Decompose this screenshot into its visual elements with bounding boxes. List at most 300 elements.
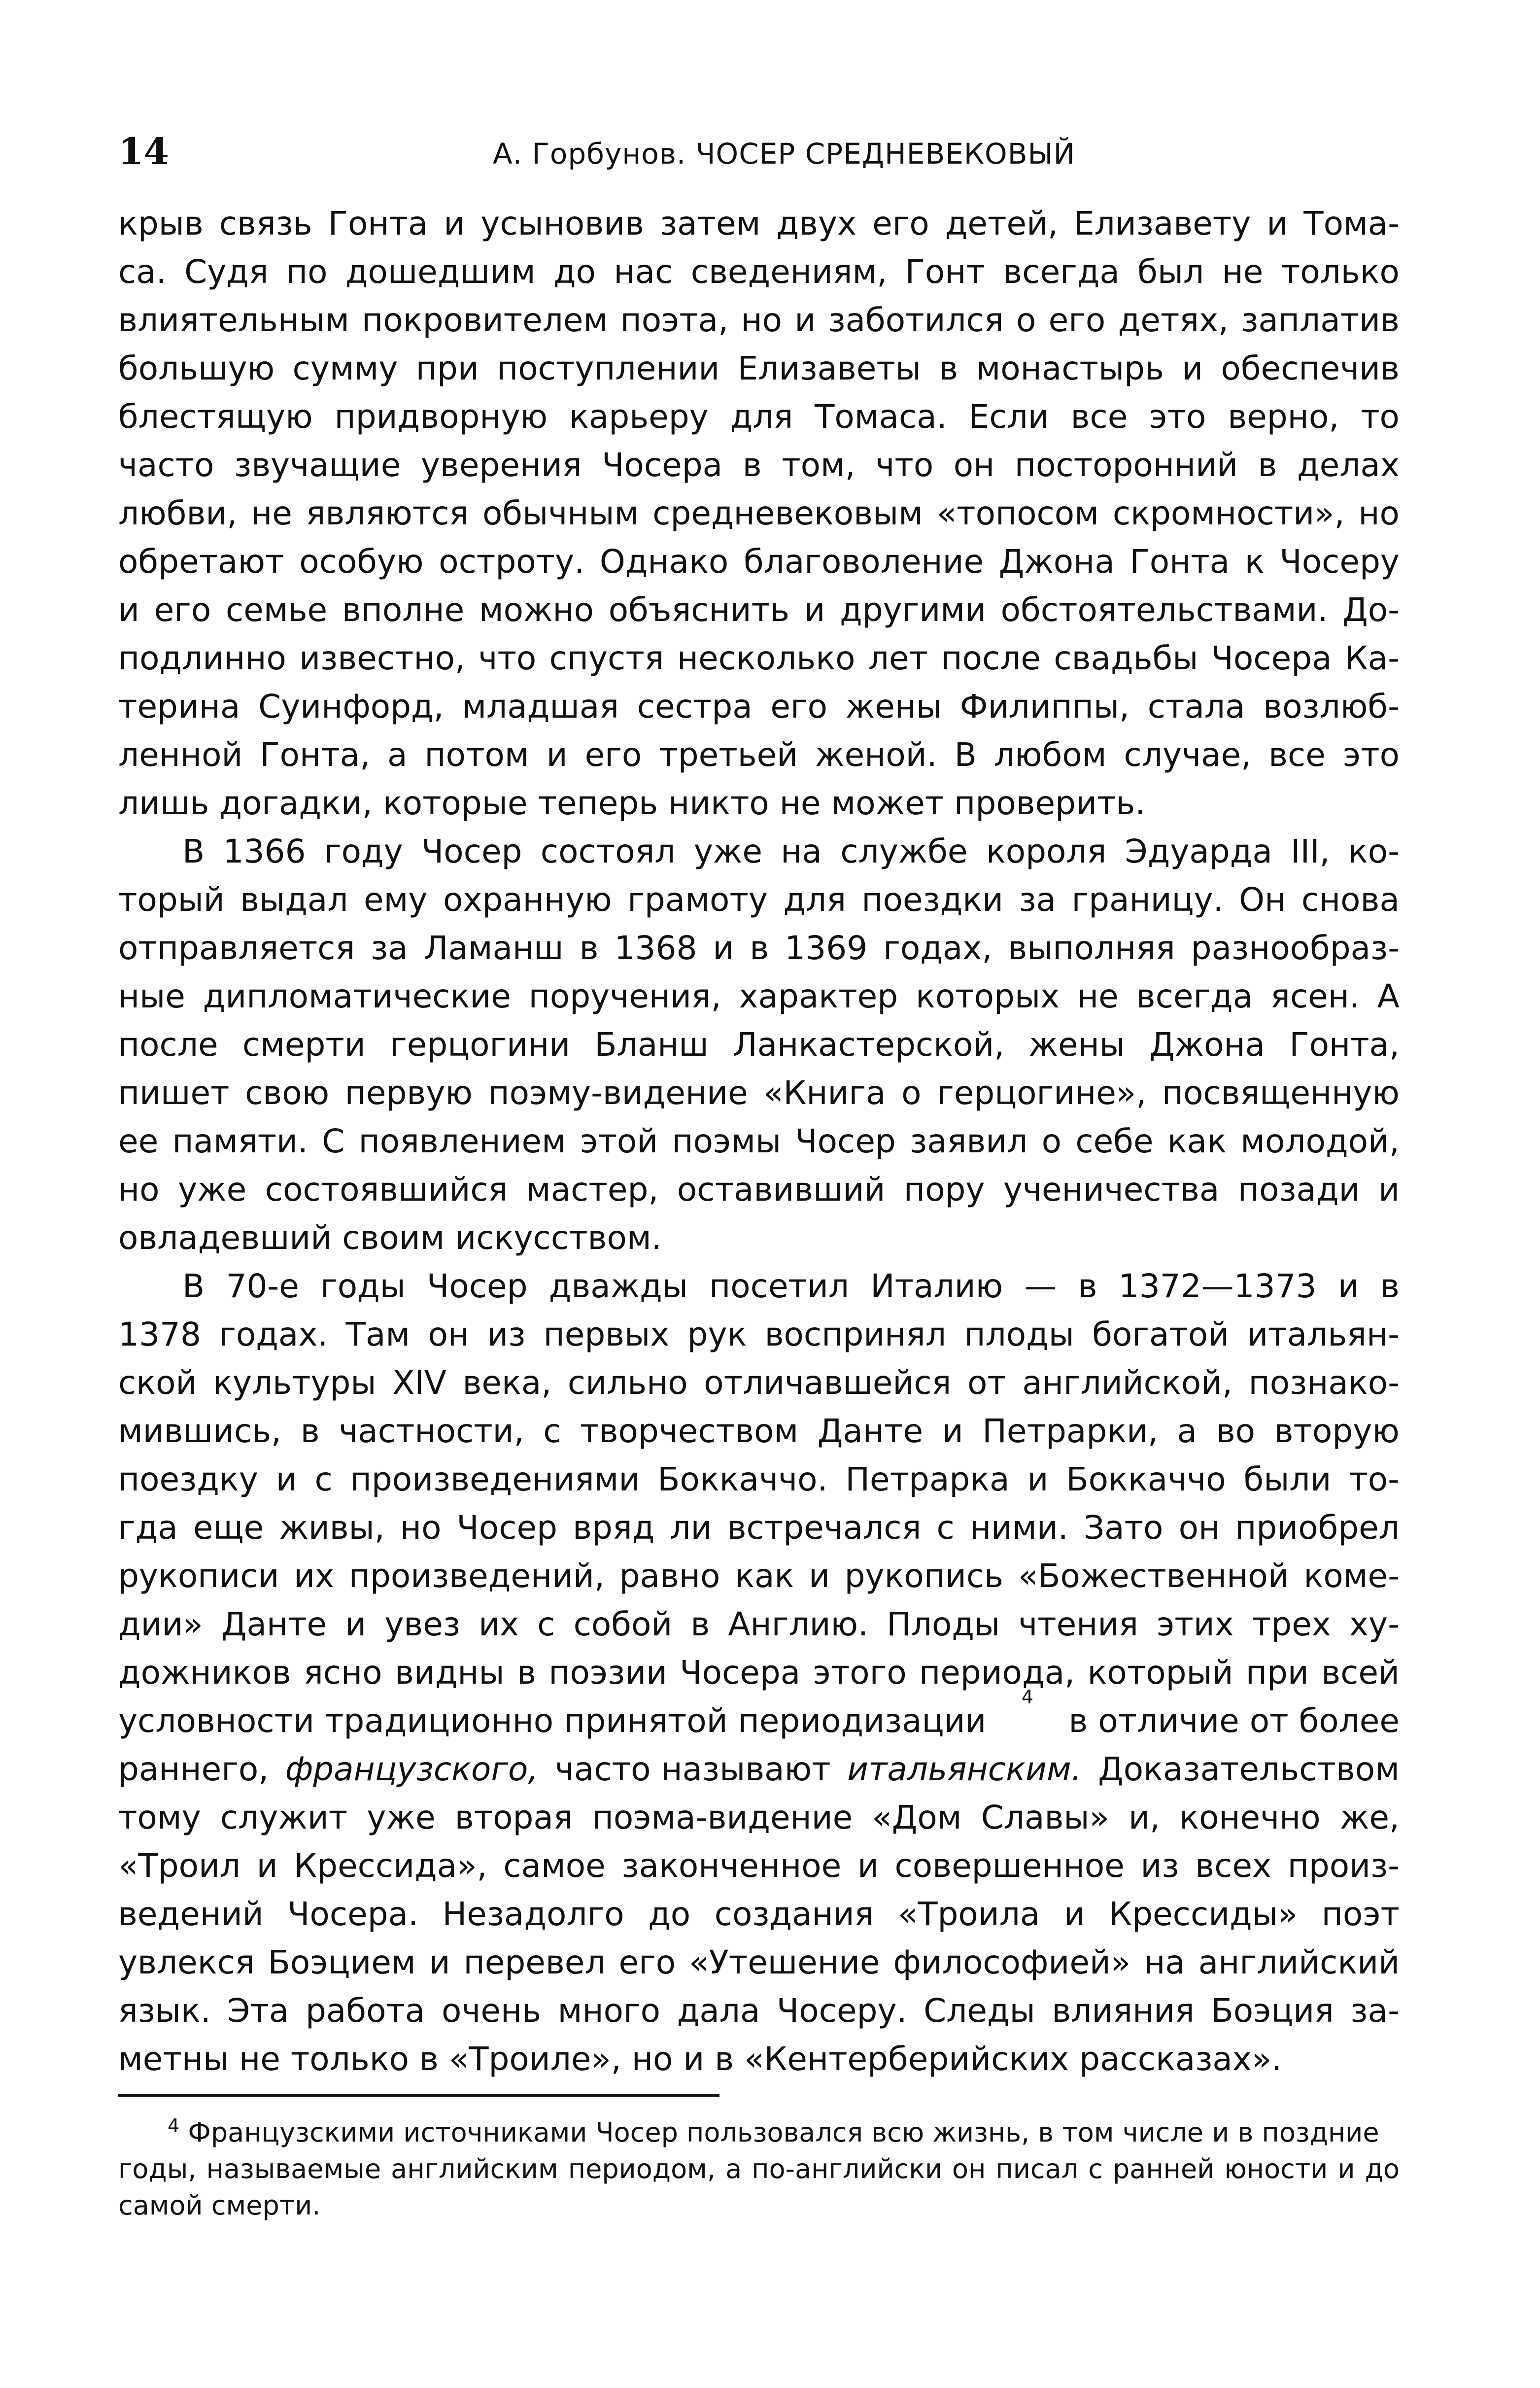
word: дипломатические <box>203 977 511 1015</box>
word: конечно <box>1179 1799 1321 1836</box>
word: ясно <box>304 1654 382 1692</box>
text-fragment: часто называют <box>554 1750 831 1788</box>
italic-term: французского, <box>285 1750 539 1788</box>
word: состоял <box>540 832 676 870</box>
word: Англию. <box>728 1605 868 1643</box>
word: грамоту <box>627 881 768 919</box>
word: в <box>750 929 769 967</box>
text-line <box>118 1842 1400 1890</box>
word: ли <box>670 1509 712 1547</box>
word: первых <box>543 1315 670 1353</box>
word: равно <box>619 1557 720 1595</box>
word: годах. <box>219 1315 328 1353</box>
word: герцогине», <box>937 1074 1147 1112</box>
word: он <box>1178 1509 1220 1547</box>
word: но <box>1358 494 1400 532</box>
word: ведений <box>118 1895 264 1933</box>
word: Данте <box>817 1412 924 1450</box>
word: влиятельным <box>118 301 349 339</box>
text-line <box>118 1407 1400 1455</box>
word: увез <box>384 1605 460 1643</box>
word: поступлении <box>497 349 720 387</box>
word: с <box>543 1412 561 1450</box>
word: сведениям, <box>690 253 888 291</box>
word: и <box>118 591 139 629</box>
word: были <box>1243 1460 1332 1498</box>
word: сумму <box>292 349 398 387</box>
word: А <box>1377 977 1400 1015</box>
text-line <box>118 1600 1400 1649</box>
word: блестящую <box>118 398 313 436</box>
word: называемые <box>206 2153 381 2184</box>
word: в <box>1258 446 1277 484</box>
word: при <box>1245 1654 1309 1692</box>
word: для <box>730 398 793 436</box>
word: остроту. <box>439 543 585 581</box>
word: заявил <box>910 1122 1028 1160</box>
word: вполне <box>342 591 465 629</box>
word: то- <box>1349 1460 1400 1498</box>
word: мастер, <box>526 1171 659 1209</box>
word: являются <box>306 494 469 532</box>
word: связь <box>219 205 312 242</box>
word: верно, <box>1228 398 1339 436</box>
word: его <box>618 1943 676 1981</box>
word: жены <box>845 688 942 726</box>
italic-term: итальянским. <box>847 1750 1082 1788</box>
word: для <box>783 881 846 919</box>
word: поэзии <box>548 1654 667 1692</box>
word: памяти. <box>172 1122 308 1160</box>
text-line <box>118 200 1400 248</box>
word: но <box>400 1509 442 1547</box>
word: очень <box>441 1992 542 2030</box>
word: вряд <box>573 1509 655 1547</box>
word: в <box>690 1605 710 1643</box>
word: В <box>182 832 205 870</box>
page-header <box>118 132 1429 172</box>
word: в <box>939 349 958 387</box>
word: делах <box>1297 446 1400 484</box>
word: разнообраз- <box>1191 929 1400 967</box>
word: английской, <box>1022 1364 1233 1402</box>
word: о <box>1016 301 1036 339</box>
word: заботился <box>828 301 1004 339</box>
word: за <box>1019 881 1057 919</box>
word: о <box>1041 1122 1061 1160</box>
word: сильно <box>567 1364 688 1402</box>
word: охранную <box>443 881 612 919</box>
word: рукопись <box>844 1557 1004 1595</box>
word: Ка- <box>1344 639 1400 677</box>
word: 1368 <box>614 929 697 967</box>
word: всегда <box>1136 977 1253 1015</box>
word: но <box>118 1171 160 1209</box>
word: Боэция <box>1211 1992 1334 2030</box>
word: «Утешение <box>689 1943 880 1981</box>
word: свадьбы <box>1054 639 1198 677</box>
word: Гонта <box>328 205 428 242</box>
word: отправляется <box>118 929 355 967</box>
word: и <box>444 205 465 242</box>
word: герцогини <box>390 1026 571 1064</box>
word: обычным <box>482 494 639 532</box>
word: Томаса. <box>815 398 947 436</box>
word: первую <box>344 1074 473 1112</box>
word: Гонт <box>905 253 985 291</box>
word: из <box>487 1315 526 1353</box>
word: и <box>794 301 816 339</box>
word: обстоятельствами. <box>1000 591 1328 629</box>
word: плоды <box>964 1315 1074 1353</box>
word: годы, <box>118 2153 197 2184</box>
word: только <box>1281 253 1400 291</box>
word: язык. <box>118 1992 211 2030</box>
word: Суинфорд, <box>258 688 444 726</box>
word: который <box>1087 1654 1233 1692</box>
word: До- <box>1342 591 1400 629</box>
word: много <box>557 1992 661 2030</box>
word: «Троил <box>118 1847 241 1885</box>
word: о <box>901 1074 922 1112</box>
word: сестра <box>637 688 753 726</box>
text-fragment: раннего, <box>118 1750 269 1788</box>
word: из <box>1140 1847 1179 1885</box>
word: Боккаччо <box>1066 1460 1226 1498</box>
word: женой. <box>815 736 937 774</box>
word: поездку <box>118 1460 258 1498</box>
word: Чосер <box>795 1122 896 1160</box>
word: поэму-видение <box>488 1074 748 1112</box>
word: работа <box>306 1992 425 2030</box>
text-line <box>118 924 1400 972</box>
word: Если <box>968 398 1049 436</box>
word: торый <box>118 881 225 919</box>
word: свою <box>245 1074 330 1112</box>
word: и <box>345 1605 367 1643</box>
word: этого <box>813 1654 907 1692</box>
word: «Божественной <box>1018 1557 1289 1595</box>
footnote-line-content <box>168 2114 1400 2151</box>
word: поэмы <box>672 1122 782 1160</box>
running-head: А. Горбунов. ЧОСЕР СРЕДНЕВЕКОВЫЙ <box>493 137 1076 171</box>
word: — <box>1024 1267 1057 1305</box>
word: 1372—1373 <box>1118 1267 1317 1305</box>
word: поэта, <box>620 301 729 339</box>
word: третьей <box>659 736 798 774</box>
word: Незадолго <box>442 1895 624 1933</box>
word: В <box>182 1267 205 1305</box>
text-line <box>118 1649 1400 1697</box>
word: Следы <box>924 1992 1035 2030</box>
word: он <box>953 446 995 484</box>
word: с <box>1088 2153 1103 2184</box>
word: не <box>251 494 292 532</box>
word: до <box>553 253 596 291</box>
word: всегда <box>1003 253 1120 291</box>
word: еще <box>193 1509 264 1547</box>
word: Крессиды» <box>1109 1895 1298 1933</box>
word: III, <box>1291 832 1330 870</box>
word: чтения <box>1018 1605 1138 1643</box>
word: произ- <box>1287 1847 1400 1885</box>
word: са. <box>118 253 167 291</box>
text-line <box>118 441 1400 489</box>
word: в <box>579 929 599 967</box>
word: английским <box>391 2153 558 2184</box>
word: то <box>1361 398 1400 436</box>
word: в <box>517 1654 536 1692</box>
footnote <box>118 2114 1400 2224</box>
word: его <box>770 688 828 726</box>
word: двух <box>776 205 857 242</box>
text-line <box>118 1021 1400 1069</box>
word: Там <box>345 1315 411 1353</box>
word: потом <box>424 736 529 774</box>
word: характер <box>739 977 898 1015</box>
word: известно, <box>299 639 466 677</box>
word: с <box>314 1460 333 1498</box>
word: вторую <box>1274 1412 1400 1450</box>
word: придворную <box>334 398 548 436</box>
word: это <box>1149 398 1206 436</box>
word: ранней <box>1112 2153 1215 2184</box>
text-line <box>118 1890 1400 1938</box>
word: подлинно <box>118 639 286 677</box>
word: другими <box>840 591 986 629</box>
word: посетил <box>709 1267 850 1305</box>
word: был <box>1137 253 1204 291</box>
word: ленной <box>118 736 243 774</box>
word: Эта <box>227 1992 289 2030</box>
word: стала <box>1147 688 1245 726</box>
word: Джона <box>1149 1026 1266 1064</box>
word: по-английски <box>752 2153 942 2184</box>
word: и <box>275 1460 297 1498</box>
word: годах, <box>883 929 992 967</box>
word: скромности», <box>1112 494 1345 532</box>
word: посвященную <box>1162 1074 1400 1112</box>
text-line <box>118 1262 1400 1311</box>
word: все <box>1070 398 1128 436</box>
word: покровителем <box>362 301 608 339</box>
word: их <box>294 1557 335 1595</box>
word: нас <box>614 253 673 291</box>
word: ему <box>364 881 428 919</box>
text-line <box>118 1311 1400 1359</box>
word: Чосера <box>680 1654 801 1692</box>
word: пору <box>903 1171 985 1209</box>
word: выдал <box>240 881 348 919</box>
word: уверения <box>420 446 582 484</box>
word: Петрарка <box>845 1460 1010 1498</box>
word: границу. <box>1071 881 1224 919</box>
word: законченное <box>621 1847 842 1885</box>
word: году <box>324 832 403 870</box>
word: детях, <box>1118 301 1229 339</box>
word: совершенное <box>894 1847 1125 1885</box>
word: обретают <box>118 543 284 581</box>
word: поездки <box>861 881 1004 919</box>
text-line: овладевший своим искусством. <box>118 1219 662 1257</box>
text-line: метны не только в «Троиле», но и в «Кентерберийских рассказах». <box>118 2040 1282 2078</box>
word: служит <box>220 1799 348 1836</box>
word: в <box>1078 1267 1097 1305</box>
word: 70-е <box>226 1267 299 1305</box>
word: и <box>1337 2153 1355 2184</box>
word: можно <box>479 591 594 629</box>
word: «топосом <box>936 494 1099 532</box>
word: Ланкастерской, <box>733 1026 1005 1064</box>
word: периодом, <box>568 2153 716 2184</box>
word: дожников <box>118 1654 291 1692</box>
text-line <box>118 586 1400 634</box>
text-fragment: в отличие от более <box>1068 1702 1400 1740</box>
word: Бланш <box>594 1026 709 1064</box>
footnote-text: Французскими источниками Чосер пользовался всю жизнь, в том числе и в поздние <box>188 2117 1379 2148</box>
text-line <box>118 972 1400 1021</box>
body-text <box>118 200 1400 2083</box>
word: вторая <box>454 1799 573 1836</box>
word: как <box>735 1557 794 1595</box>
word: возлюб- <box>1263 688 1400 726</box>
word: частности, <box>339 1412 524 1450</box>
word: Однако <box>599 543 729 581</box>
word: с <box>936 1509 955 1547</box>
word: обеспечив <box>1221 349 1400 387</box>
word: но <box>741 301 783 339</box>
text-line <box>118 1987 1400 2035</box>
word: ко- <box>1348 832 1400 870</box>
word: его <box>1048 301 1106 339</box>
word: отличавшейся <box>704 1364 952 1402</box>
word: Гонта, <box>1289 1026 1400 1064</box>
word: оставивший <box>677 1171 886 1209</box>
word: творчеством <box>580 1412 799 1450</box>
word: детей, <box>945 205 1058 242</box>
word: он <box>428 1315 470 1353</box>
word: лет <box>868 639 928 677</box>
word: культуры <box>213 1364 376 1402</box>
word: средневековым <box>652 494 923 532</box>
footnote-line <box>118 2114 1400 2151</box>
text-line <box>118 393 1400 441</box>
word: молодой, <box>1240 1122 1400 1160</box>
word: и <box>809 1557 830 1595</box>
word: воспринял <box>764 1315 947 1353</box>
word: Крессида», <box>294 1847 487 1885</box>
word: «Троила <box>897 1895 1040 1933</box>
word: Судя <box>184 253 269 291</box>
text-line-with-italics <box>118 1745 1400 1794</box>
word: крыв <box>118 205 204 242</box>
word: Зато <box>1083 1509 1164 1547</box>
word: как <box>1167 1122 1227 1160</box>
word: любом <box>993 736 1107 774</box>
word: от <box>967 1364 1006 1402</box>
word: спустя <box>549 639 664 677</box>
word: рукописи <box>118 1557 279 1595</box>
word: и <box>942 1412 963 1450</box>
word: терина <box>118 688 240 726</box>
word: на <box>1144 1943 1185 1981</box>
text-line <box>118 1069 1400 1117</box>
word: встречался <box>727 1509 922 1547</box>
word: службе <box>840 832 968 870</box>
word: позади <box>1237 1171 1360 1209</box>
word: Чосер <box>421 832 522 870</box>
word: ные <box>118 977 185 1015</box>
word: и, <box>1129 1799 1160 1836</box>
word: что <box>478 639 537 677</box>
word: Елизаветы <box>737 349 921 387</box>
word: заплатив <box>1241 301 1400 339</box>
word: дважды <box>548 1267 688 1305</box>
word: Гонта <box>1129 543 1230 581</box>
word: снова <box>1301 881 1400 919</box>
word: Филиппы, <box>959 688 1130 726</box>
word: случае, <box>1124 736 1252 774</box>
text-line <box>118 1455 1400 1504</box>
word: после <box>118 1026 218 1064</box>
word: появлением <box>358 1122 566 1160</box>
word: к <box>1244 543 1265 581</box>
text-line <box>118 1504 1400 1552</box>
word: «Книга <box>763 1074 886 1112</box>
text-line <box>118 1794 1400 1842</box>
word: писал <box>995 2153 1079 2184</box>
word: большую <box>118 349 275 387</box>
word: Чосер <box>427 1267 528 1305</box>
word: до <box>1365 2153 1400 2184</box>
word: и <box>1378 1171 1400 1209</box>
word: во <box>1216 1412 1255 1450</box>
word: затем <box>660 205 761 242</box>
word: и <box>804 591 825 629</box>
word: и <box>857 1847 879 1885</box>
word: и <box>1266 205 1288 242</box>
word: юности <box>1224 2153 1328 2184</box>
word: Ламанш <box>423 929 564 967</box>
word: приобрел <box>1235 1509 1400 1547</box>
word: этих <box>1157 1605 1234 1643</box>
text-line <box>118 634 1400 683</box>
page-number: 14 <box>118 131 169 173</box>
footnote-marker-and-text <box>168 2114 1379 2151</box>
word: Джона <box>998 543 1115 581</box>
word: Чосера. <box>287 1895 419 1933</box>
word: богатой <box>1092 1315 1230 1353</box>
word: Тома- <box>1303 205 1400 242</box>
word: младшая <box>462 688 619 726</box>
footnote-line: самой смерти. <box>118 2190 321 2221</box>
text-line <box>118 683 1400 731</box>
word: до <box>648 1895 691 1933</box>
word: Боккаччо. <box>657 1460 828 1498</box>
word: несколько <box>677 639 856 677</box>
word: уже <box>367 1799 436 1836</box>
word: а <box>725 2153 742 2184</box>
word: не <box>1222 253 1264 291</box>
word: объяснить <box>608 591 789 629</box>
word: а <box>387 736 408 774</box>
text-line <box>118 1359 1400 1407</box>
footnote-reference[interactable]: 4 <box>1021 1686 1033 1708</box>
word: итальян- <box>1247 1315 1400 1353</box>
word: ученичества <box>1003 1171 1220 1209</box>
word: короля <box>986 832 1107 870</box>
word: всех <box>1195 1847 1272 1885</box>
